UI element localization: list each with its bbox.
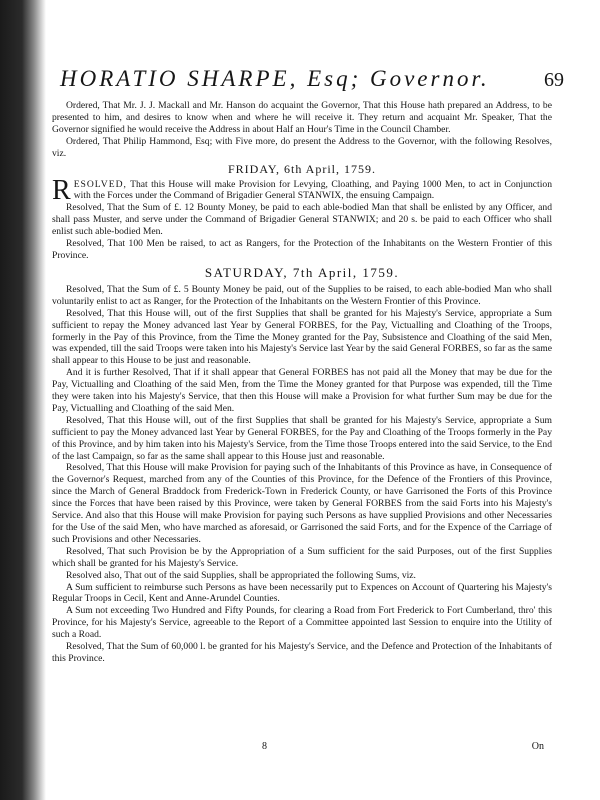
- paragraph: Resolved, That this House will make Provision for paying such of the Inhabitants of this Province as have, in Consequence of the Governor's Request, marched from any of the Counties of this Province, for the Defence of the Frontiers of this Province, since the March of General Braddock from Frederick-Town in Frederick County, or have Garrisoned the Forts of this Province since the Forces that have been raised by this Province, were taken by General FORBES from the said Forts into his Majesty's Service. And also that this House will make Provision for paying such Persons as have supplied Provisions and other Necessaries for the Use of the said Men, who have marched as aforesaid, or Garrisoned the said Forts, and for the Expence of the Carriage of such Provisions and other Necessaries.: [52, 462, 552, 545]
- paragraph: Resolved, That 100 Men be raised, to act as Rangers, for the Protection of the Inhabitants on the Western Frontier of this Province.: [52, 238, 552, 261]
- paragraph: And it is further Resolved, That if it shall appear that General FORBES has not paid all the Money that may be due for the Pay, Victualling and Cloathing of the said Men, from the Time the Money granted for that Purpose was expended, till the Time they were taken into his Majesty's Service, that then this House will make a Provision for what further Sum may be due for the Pay, Victualling and Cloathing of the said Men.: [52, 367, 552, 414]
- page-footer: [0, 741, 600, 755]
- lead-word: ESOLVED,: [73, 178, 127, 190]
- paragraph: Resolved also, That out of the said Supplies, shall be appropriated the following Sums, viz.: [66, 569, 416, 581]
- paragraph: A Sum sufficient to reimburse such Persons as have been necessarily put to Expences on Account of Quartering his Majesty's Regular Troops in Cecil, Kent and Anne-Arundel Counties.: [52, 581, 552, 605]
- paragraph: Ordered, That Mr. J. J. Mackall and Mr. Hanson do acquaint the Governor, That this House hath prepared an Address, to be presented to him, and desires to know when and where he will receive it. They return and acquaint Mr. Speaker, That the Governor signified he would receive the Address in about Half an Hour's Time in the Council Chamber.: [52, 100, 552, 135]
- drop-cap: R: [52, 174, 71, 206]
- paragraph: Ordered, That Philip Hammond, Esq; with Five more, do present the Address to the Governor, with the following Resolves, viz.: [52, 135, 552, 159]
- body-text: [52, 100, 552, 665]
- paragraph-text: That this House will make Provision for Levying, Cloathing, and Paying 1000 Men, to act in Conjunction with the Forces under the Command of Brigadier General STANWIX, the ensuing Campaign.: [73, 178, 552, 202]
- paragraph: Resolved, That this House will, out of the first Supplies that shall be granted for his Majesty's Service, appropriate a Sum sufficient to pay the Money advanced last Year by General FORBES, for the Pay and Cloathing of the Troops formerly in the Pay of this Province, and by him taken into his Majesty's Service, from the Time those Troops entered into the said Service, to the End of the last Campaign, so far as the same shall appear to this House just and reasonable.: [52, 414, 552, 462]
- paragraph: Resolved, That such Provision be by the Appropriation of a Sum sufficient for the said Purposes, out of the first Supplies which shall be granted for his Majesty's Service.: [52, 545, 552, 569]
- running-head: [60, 66, 564, 96]
- signature-mark: 8: [262, 741, 267, 752]
- catchword: On: [531, 741, 544, 752]
- date-heading-friday: FRIDAY, 6th April, 1759.: [227, 161, 377, 176]
- paragraph: Resolved, That the Sum of £. 12 Bounty Money, be paid to each able-bodied Man that shall be enlisted by any Officer, and shall pass Muster, and serve under the Command of Brigadier General STANWIX; and 20 s. be paid to each Officer who shall enlist such able-bodied Men.: [52, 202, 552, 238]
- page-number: 69: [544, 69, 564, 91]
- paragraph: Resolved, That the Sum of £. 5 Bounty Money be paid, out of the Supplies to be raised, to each able-bodied Man who shall voluntarily enlist to act as Ranger, for the Protection of the Inhabitants on the Western Frontier of this Province.: [52, 283, 552, 307]
- running-title: HORATIO SHARPE, Esq; Governor.: [60, 66, 490, 91]
- paragraph: Resolved, That this House will, out of the first Supplies that shall be granted for his Majesty's Service, appropriate a Sum sufficient to repay the Money advanced last Year by General FORBES, for the Pay, Victualling and Cloathing of the Troops, formerly in the Pay of this Province, from the Time the Money granted for the Pay, Subsistence and Cloathing of the said Men, was expended, till the said Troops were taken into his Majesty's Service last Year by the said General FORBES, so far as the same shall appear to this House to be just and reasonable.: [52, 307, 552, 367]
- resolved-paragraph-first: [52, 174, 552, 206]
- paragraph: A Sum not exceeding Two Hundred and Fifty Pounds, for clearing a Road from Fort Frederick to Fort Cumberland, thro' this Province, for his Majesty's Service, agreeable to the Report of a Committee appointed last Session to enquire into the Utility of such a Road.: [52, 605, 552, 641]
- date-heading-saturday: SATURDAY, 7th April, 1759.: [204, 264, 400, 280]
- paragraph: Resolved, That the Sum of 60,000 l. be granted for his Majesty's Service, and the Defence and Protection of the Inhabitants of this Province.: [52, 641, 552, 664]
